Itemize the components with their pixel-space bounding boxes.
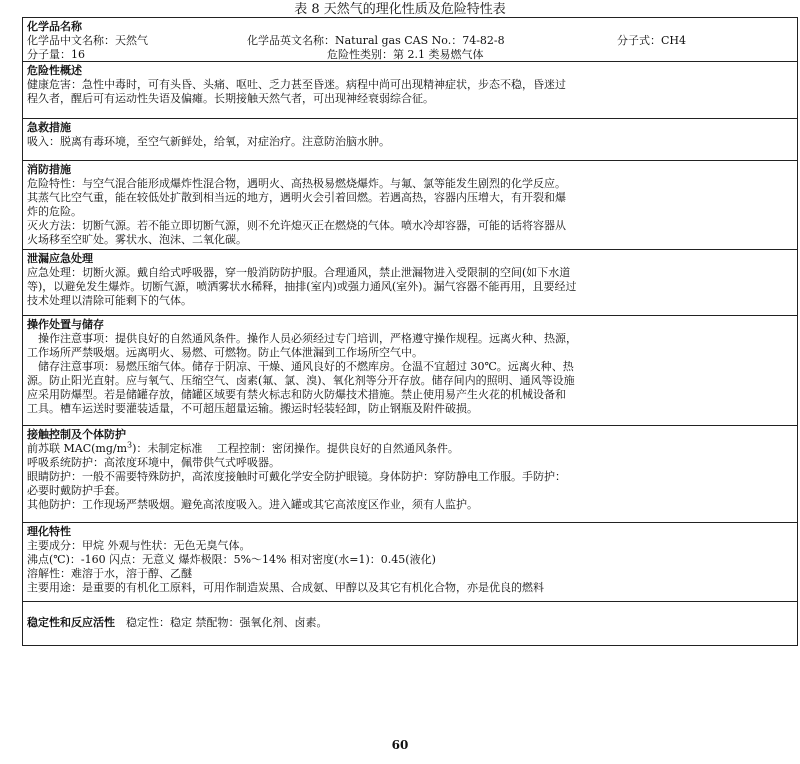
section-stability (23, 601, 797, 645)
mac-superscript: 3 (127, 440, 133, 450)
section-properties (23, 522, 797, 601)
en-name-cas (247, 34, 617, 48)
page-number: 60 (391, 738, 409, 752)
molecular-formula: 分子式：CH4 (617, 34, 687, 47)
section-first-aid (23, 118, 797, 160)
hazard-sheet-table (22, 17, 798, 646)
hazard-class: 危险性类别：第 2.1 类易燃气体 (327, 48, 484, 61)
text-line: 工作场所严禁吸烟。远离明火、易燃、可燃物。防止气体泄漏到工作场所空气中。 (27, 346, 423, 359)
text-line: 灭火方法：切断气源。若不能立即切断气源，则不允许熄灭正在燃烧的气体。喷水冷却容器，可能的话将容器从 (27, 219, 566, 232)
identity-row-1 (27, 34, 791, 48)
text-line: 等)，以避免发生爆炸。切断气源，喷洒雾状水稀释，抽排(室内)或强力通风(室外)。漏气容器不能再用，且要经过 (27, 280, 577, 293)
stability-line (27, 616, 791, 630)
text-line: 必要时戴防护手套。 (27, 484, 126, 497)
text-line: 应急处理：切断火源。戴自给式呼吸器，穿一般消防防护服。合理通风，禁止泄漏物进入受限制的空间(如下水道 (27, 266, 571, 279)
section-fire (23, 160, 797, 249)
text-line: 健康危害：急性中毒时，可有头昏、头痛、呕吐、乏力甚至昏迷。病程中尚可出现精神症状，步态不稳，昏迷过 (27, 78, 566, 91)
text-line: 溶解性：难溶于水，溶于醇、乙醚 (27, 567, 192, 580)
text-line: 呼吸系统防护：高浓度环境中，佩带供气式呼吸器。 (27, 456, 280, 469)
section-heading: 操作处置与储存 (27, 318, 104, 331)
text-line: 程久者，醒后可有运动性失语及偏瘫。长期接触天然气者，可出现神经衰弱综合征。 (27, 92, 434, 105)
text-line: 其蒸气比空气重，能在较低处扩散到相当远的地方，遇明火会引着回燃。若遇高热，容器内压增大，有开裂和爆 (27, 191, 566, 204)
stability-text: 稳定性：稳定 禁配物：强氧化剂、卤素。 (115, 616, 328, 629)
en-name: 化学品英文名称：Natural gas (247, 34, 401, 47)
section-hazard (23, 61, 797, 118)
text-line: 主要用途：是重要的有机化工原料，可用作制造炭黑、合成氨、甲醇以及其它有机化合物，亦是优良的燃料 (27, 581, 544, 594)
mac-suffix: )：未制定标准 工程控制：密闭操作。提供良好的自然通风条件。 (132, 442, 459, 455)
section-heading: 危险性概述 (27, 64, 82, 77)
text-line: 其他防护：工作现场严禁吸烟。避免高浓度吸入。进入罐或其它高浓度区作业，须有人监护。 (27, 498, 478, 511)
text-line: 操作注意事项：提供良好的自然通风条件。操作人员必须经过专门培训，严格遵守操作规程。远离火种、热源， (27, 332, 577, 345)
section-protection (23, 425, 797, 522)
molecular-weight: 分子量：16 (27, 48, 85, 61)
text-line: 技术处理以清除可能剩下的气体。 (27, 294, 192, 307)
identity-row-2 (27, 48, 791, 62)
section-heading: 急救措施 (27, 121, 71, 134)
section-heading: 理化特性 (27, 525, 71, 538)
text-line: 工具。槽车运送时要灌装适量，不可超压超量运输。搬运时轻装轻卸，防止钢瓶及附件破损。 (27, 402, 478, 415)
section-leak (23, 249, 797, 315)
cas-number: CAS No.：74-82-8 (404, 34, 505, 47)
text-line: 吸入：脱离有毒环境，至空气新鲜处，给氧，对症治疗。注意防治脑水肿。 (27, 135, 390, 148)
text-line: 炸的危险。 (27, 205, 82, 218)
text-line: 主要成分：甲烷 外观与性状：无色无臭气体。 (27, 539, 251, 552)
text-line: 储存注意事项：易燃压缩气体。储存于阴凉、干燥、通风良好的不燃库房。仓温不宜超过 30℃。远离火种、热 (27, 360, 574, 373)
text-line: 应采用防爆型。若是储罐存放，储罐区域要有禁火标志和防火防爆技术措施。禁止使用易产生火花的机械设备和 (27, 388, 566, 401)
section-handling (23, 315, 797, 425)
section-heading: 泄漏应急处理 (27, 252, 93, 265)
section-heading: 消防措施 (27, 163, 71, 176)
section-heading: 接触控制及个体防护 (27, 428, 126, 441)
section-identity (23, 18, 797, 61)
text-line: 眼睛防护：一般不需要特殊防护，高浓度接触时可戴化学安全防护眼镜。身体防护：穿防静电工作服。手防护： (27, 470, 566, 483)
section-heading: 稳定性和反应活性 (27, 616, 115, 629)
text-line: 沸点(℃)：-160 闪点：无意义 爆炸极限：5%～14% 相对密度(水=1)：0.45(液化) (27, 553, 436, 566)
text-line: 危险特性：与空气混合能形成爆炸性混合物，遇明火、高热极易燃烧爆炸。与氟、氯等能发生剧烈的化学反应。 (27, 177, 566, 190)
cn-name: 化学品中文名称：天然气 (27, 34, 148, 47)
table-title: 表 8 天然气的理化性质及危险特性表 (294, 2, 506, 17)
mac-line (27, 442, 791, 456)
mac-prefix: 前苏联 MAC(mg/m (27, 442, 128, 455)
text-line: 源。防止阳光直射。应与氧气、压缩空气、卤素(氟、氯、溴)、氧化剂等分开存放。储存间内的照明、通风等设施 (27, 374, 575, 387)
section-heading: 化学品名称 (27, 20, 82, 33)
text-line: 火场移至空旷处。雾状水、泡沫、二氧化碳。 (27, 233, 247, 246)
